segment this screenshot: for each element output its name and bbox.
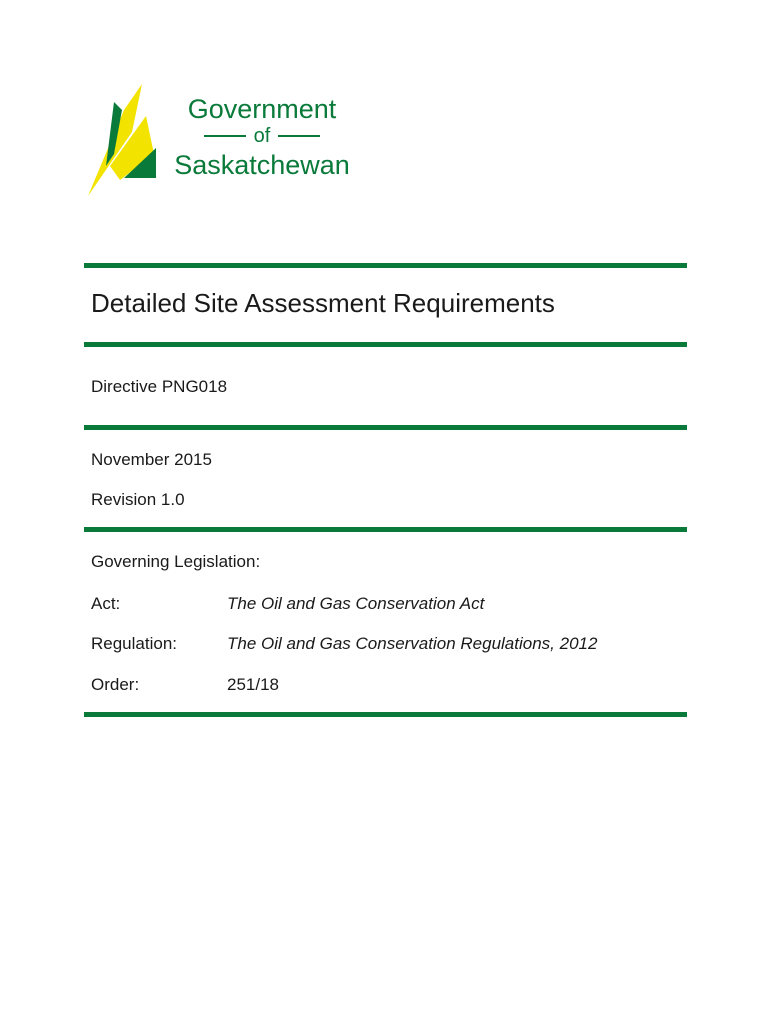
act-value: The Oil and Gas Conservation Act: [227, 594, 485, 613]
logo-of: of: [253, 125, 271, 147]
divider-title: [84, 342, 687, 347]
publication-date: November 2015: [91, 450, 212, 469]
document-title: Detailed Site Assessment Requirements: [91, 288, 555, 318]
directive-number: Directive PNG018: [91, 377, 228, 396]
regulation-label: Regulation:: [91, 634, 178, 653]
government-logo: [84, 80, 354, 200]
regulation-value: The Oil and Gas Conservation Regulations, 2012: [227, 634, 598, 653]
wheat-icon: [84, 80, 164, 200]
order-label: Order:: [91, 675, 140, 694]
logo-line-left: [204, 135, 246, 137]
logo-text: [172, 94, 352, 182]
logo-of-row: [172, 124, 352, 148]
logo-line-right: [278, 135, 320, 137]
logo-saskatchewan: Saskatchewan: [174, 150, 350, 180]
divider-top: [84, 263, 687, 268]
order-value: 251/18: [227, 675, 279, 694]
divider-revision: [84, 527, 687, 532]
governing-legislation-label: Governing Legislation:: [91, 552, 261, 571]
divider-bottom: [84, 712, 687, 717]
logo-government: Government: [187, 94, 337, 124]
divider-directive: [84, 425, 687, 430]
act-label: Act:: [91, 594, 121, 613]
revision-number: Revision 1.0: [91, 490, 185, 509]
